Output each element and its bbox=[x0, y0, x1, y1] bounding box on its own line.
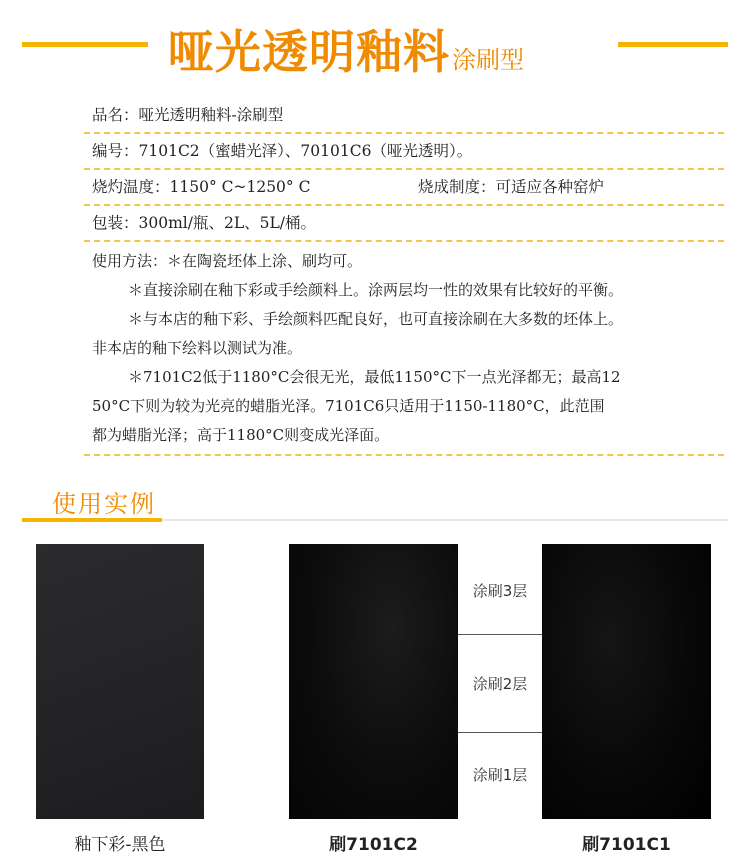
firing-schedule: 烧成制度：可适应各种窑炉 bbox=[418, 178, 605, 196]
spec-row-firing bbox=[92, 172, 720, 206]
product-name: 品名：哑光透明釉料-涂刷型 bbox=[92, 106, 284, 124]
caption-7101c1: 刷7101C1 bbox=[582, 835, 671, 855]
packaging: 包装：300ml/瓶、2L、5L/桶。 bbox=[92, 214, 316, 232]
firing-temperature: 烧灼温度：1150° C~1250° C bbox=[92, 178, 311, 196]
swatch-underglaze-black bbox=[36, 544, 204, 819]
header-rule-right bbox=[618, 42, 728, 47]
dashed-divider bbox=[84, 168, 724, 170]
dashed-divider bbox=[84, 454, 724, 456]
caption-7101c2: 刷7101C2 bbox=[329, 835, 418, 855]
dashed-divider bbox=[84, 204, 724, 206]
usage-line: ＊7101C2低于1180°C会很无光，最低1150°C下一点光泽都无；最高12 bbox=[128, 368, 621, 386]
layer-label-2: 涂刷2层 bbox=[472, 675, 528, 693]
caption-underglaze-black: 釉下彩-黑色 bbox=[74, 835, 166, 855]
examples-divider bbox=[162, 519, 728, 521]
dashed-divider bbox=[84, 132, 724, 134]
layer-separator bbox=[458, 634, 542, 635]
page-title-main: 哑光透明釉料 bbox=[168, 25, 450, 79]
swatch-7101c2 bbox=[289, 544, 458, 819]
usage-line: ＊直接涂刷在釉下彩或手绘颜料上。涂两层均一性的效果有比较好的平衡。 bbox=[128, 281, 624, 299]
product-code: 编号：7101C2（蜜蜡光泽）、70101C6（哑光透明）。 bbox=[92, 142, 473, 160]
page-title bbox=[168, 16, 524, 82]
usage-line: ＊与本店的釉下彩、手绘颜料匹配良好，也可直接涂刷在大多数的坯体上。 bbox=[128, 310, 624, 328]
header-rule-left bbox=[22, 42, 148, 47]
spec-section bbox=[92, 100, 720, 456]
spec-row-name bbox=[92, 100, 720, 134]
usage-block bbox=[92, 242, 720, 456]
examples-title: 使用实例 bbox=[52, 490, 156, 518]
layer-separator bbox=[458, 732, 542, 733]
usage-line: 非本店的釉下绘料以测试为准。 bbox=[92, 339, 303, 357]
usage-line: 都为蜡脂光泽；高于1180°C则变成光泽面。 bbox=[92, 426, 390, 444]
layer-label-1: 涂刷1层 bbox=[472, 766, 528, 784]
spec-row-packaging bbox=[92, 208, 720, 242]
page-title-sub: 涂刷型 bbox=[452, 46, 524, 74]
spec-row-code bbox=[92, 136, 720, 170]
usage-line: 50°C下则为较为光亮的蜡脂光泽。7101C6只适用于1150-1180°C，此范围 bbox=[92, 397, 605, 415]
usage-line: 使用方法：＊在陶瓷坯体上涂、刷均可。 bbox=[92, 252, 363, 270]
swatch-7101c1 bbox=[542, 544, 711, 819]
examples-title-underline bbox=[22, 518, 162, 522]
layer-label-3: 涂刷3层 bbox=[472, 582, 528, 600]
